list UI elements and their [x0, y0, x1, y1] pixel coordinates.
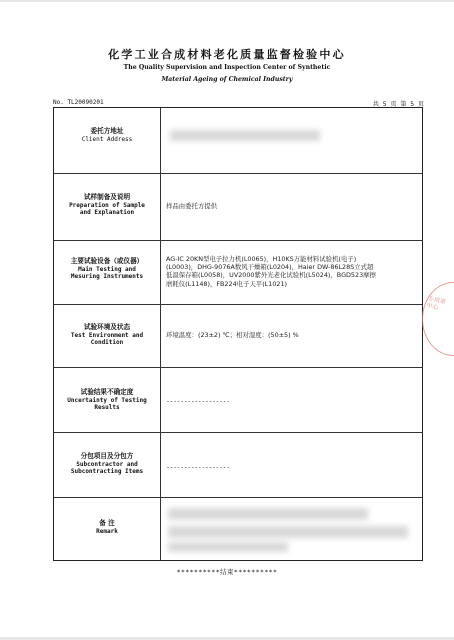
label-remark [54, 520, 160, 535]
page-counter: 共 5 页 第 5 页 [372, 101, 425, 108]
page-top-edge [0, 0, 454, 2]
instrument-line-2: (L0003)，DHG-9076A数风干燥箱(L0204)，Haier DW-86L28S立式超 [166, 263, 374, 272]
value-subcontract: ------------------ [166, 463, 230, 471]
value-environment: 环境温度：(23±2) ℃；相对湿度：(50±5) % [166, 331, 299, 339]
report-table [53, 107, 423, 561]
label-zh: 委托方地址 [90, 127, 124, 135]
seal-text: 专用章中心 [425, 295, 447, 312]
report-number: No. TL20090201 [53, 99, 104, 106]
row-remark [54, 498, 422, 560]
redacted-remark-2 [168, 526, 408, 538]
redacted-remark-1 [168, 508, 368, 520]
label-en-2: Condition [90, 339, 124, 346]
label-en: Remark [96, 527, 118, 535]
row-environment [54, 305, 422, 368]
value-preparation: 样品由委托方提供 [166, 202, 218, 210]
redacted-remark-3 [168, 542, 288, 552]
row-instruments [54, 241, 422, 305]
instrument-line-1: AG-IC 20KN型电子拉力机(L0065)，H10KS万能材料试验机(电子) [166, 255, 357, 263]
label-zh: 试验结果不确定度 [80, 388, 134, 396]
label-zh: 主要试验设备（或仪器） [70, 257, 144, 265]
official-seal [422, 282, 454, 356]
label-en-2: Subcontracting Items [70, 468, 144, 475]
label-en-1: Subcontractor and [76, 460, 138, 468]
row-subcontract [54, 433, 422, 498]
label-en-2: and Explanation [79, 209, 135, 216]
label-en-1: Test Environment and [70, 331, 144, 339]
row-uncertainty [54, 368, 422, 433]
label-en-1: Main Testing and [78, 265, 136, 273]
label-en-1: Uncertainty of Testing [67, 396, 147, 404]
label-en-2: Results [94, 404, 120, 411]
label-zh: 备 注 [99, 519, 115, 527]
instrument-line-4: 磨耗仪(L1148)，FB224电子天平(L1021) [166, 279, 288, 288]
value-instruments [166, 255, 416, 288]
end-marker: **********结束********** [176, 568, 278, 576]
row-client-address [54, 108, 422, 174]
label-en: Client Address [81, 135, 133, 143]
label-zh: 分包项目及分包方 [80, 452, 134, 460]
report-title-en-line2: Material Ageing of Chemical Industry [161, 76, 293, 83]
label-subcontract [54, 453, 160, 476]
label-uncertainty [54, 389, 160, 412]
label-environment [54, 324, 160, 347]
label-preparation [54, 194, 160, 217]
label-zh: 试样制备及说明 [83, 193, 131, 201]
label-en-1: Preparation of Sample [69, 201, 145, 209]
label-instruments [54, 258, 160, 281]
label-client-address [54, 128, 160, 143]
row-preparation [54, 174, 422, 241]
redacted-address [170, 130, 320, 141]
instrument-line-3: 低温保存箱(L0058)，UV2000紫外光老化试验机(L5024)，BGD523摩擦 [166, 271, 376, 280]
label-en-2: Mesuring Instruments [70, 273, 144, 280]
report-title-en-line1: The Quality Supervision and Inspection Center of Synthetic [123, 64, 331, 71]
value-uncertainty: ------------------ [166, 397, 230, 405]
report-title-zh: 化学工业合成材料老化质量监督检验中心 [108, 48, 346, 61]
label-zh: 试验环境及状态 [83, 323, 131, 331]
